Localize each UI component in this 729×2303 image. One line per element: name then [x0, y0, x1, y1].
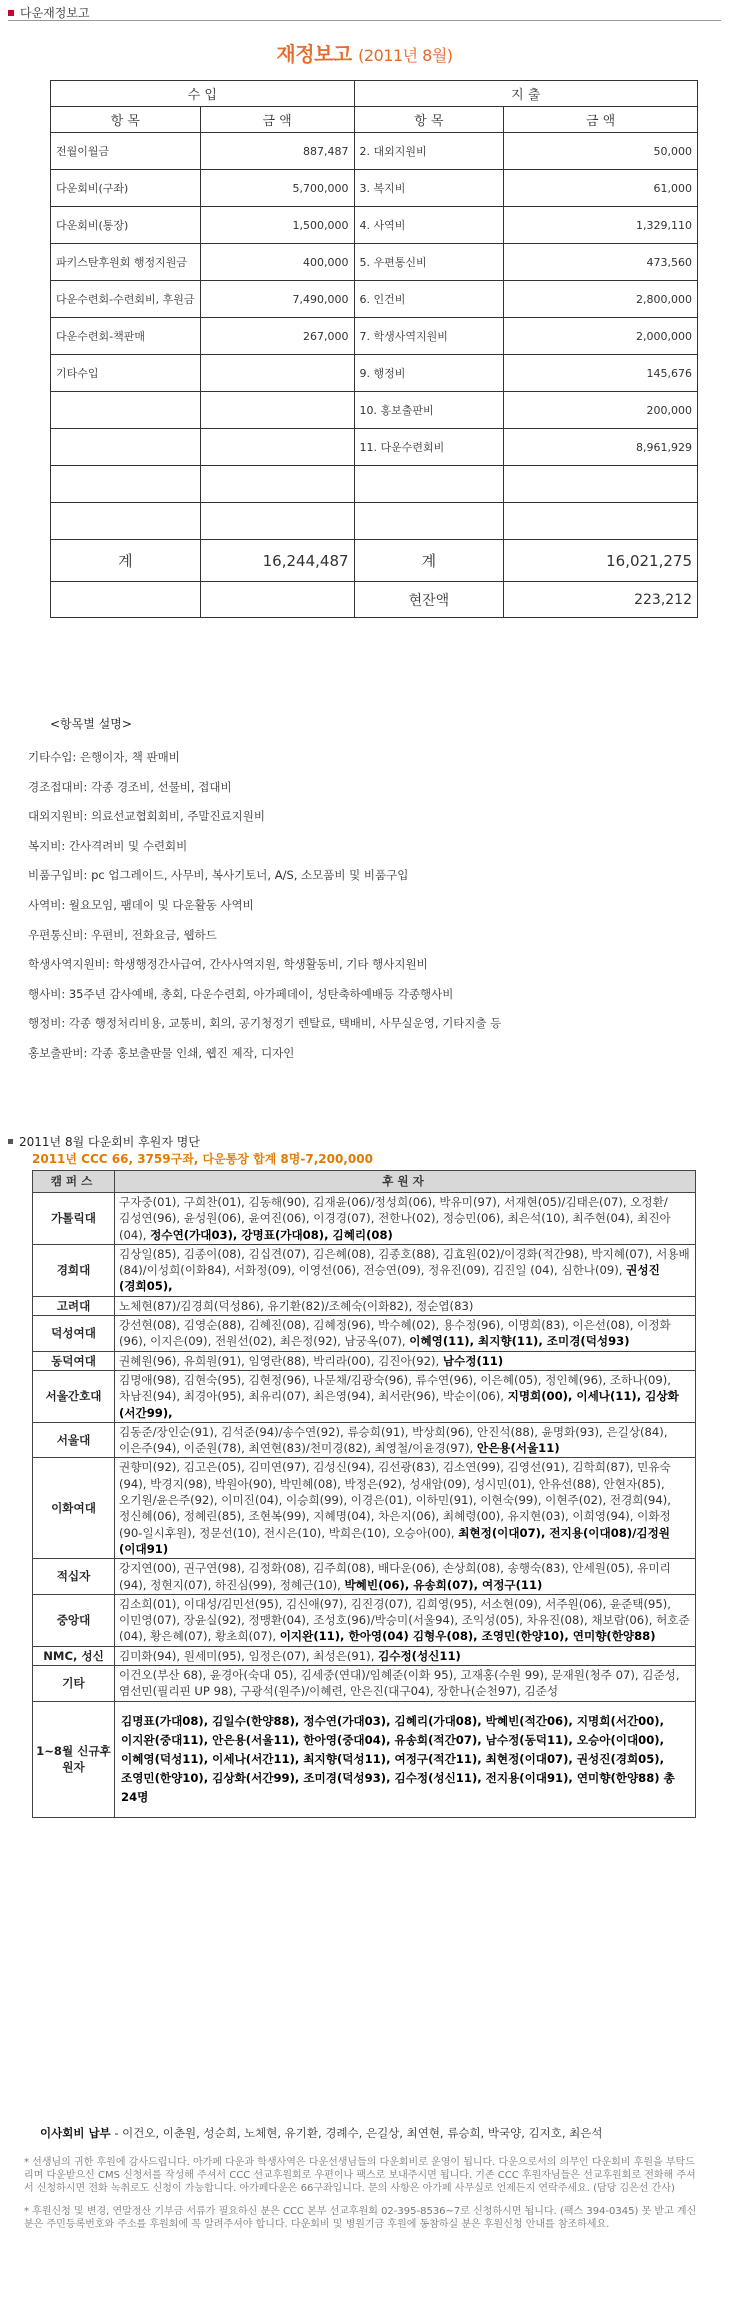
finance-row — [51, 133, 698, 170]
donor-column-header: 후원자 — [115, 1171, 696, 1193]
explanation-item: 경조접대비: 각종 경조비, 선물비, 접대비 — [28, 779, 232, 794]
donor-row — [33, 1458, 696, 1559]
finance-row — [51, 318, 698, 355]
total-row — [51, 540, 698, 582]
income-item: 전월이월금 — [51, 133, 201, 170]
campus-name: 기타 — [33, 1666, 115, 1702]
donors-table — [32, 1170, 696, 1818]
report-period: (2011년 8월) — [358, 46, 453, 65]
donor-names-text: 구자중(01), 구희찬(01), 김동해(90), 김재윤(06)/정성희(06), 박유미(97), 서재현(05)/김태은(07), 오정환/김성연(96), 윤성원(06), 윤여진(06), 이경경(07), 전한나(02), 정승민(06), 최은석(10), 최주현(04), 최진아(04), — [119, 1195, 671, 1242]
donor-names-highlight: 지명희(00), 이세나(11), 김상화(서간99), — [119, 1389, 679, 1420]
donor-row — [33, 1244, 696, 1296]
campus-name: 경희대 — [33, 1244, 115, 1296]
income-amount — [200, 429, 354, 466]
explanations-title: <항목별 설명> — [50, 717, 132, 731]
donor-names-text: 김상일(85), 김종이(08), 김십견(07), 김은혜(08), 김종호(88), 김효원(02)/이경화(적간98), 박지혜(07), 서용배(84)/이성희(이화84), 서화정(09), 이영선(06), 전승연(09), 정유진(09), 김진일 (04), 심한나(09), — [119, 1246, 690, 1278]
expense-amount: 2,000,000 — [504, 318, 698, 355]
expense-amount — [504, 503, 698, 540]
donor-row — [33, 1594, 696, 1646]
income-item — [51, 503, 201, 540]
explanation-item: 대외지원비: 의료선교협회회비, 주말진료지원비 — [28, 809, 266, 824]
explanation-item: 홍보출판비: 각종 홍보출판물 인쇄, 웹진 제작, 디자인 — [28, 1045, 295, 1060]
donor-row — [33, 1351, 696, 1370]
donor-names-text: 이건오(부산 68), 윤경아(숙대 05), 김세중(연대)/임혜준(이화 95), 고재홍(수원 99), 문재원(청주 07), 김준성,염선민(필리핀 UP 98), 구광석(원주)/이혜련, 안은진(대구04), 장한나(순천97), 김준성 — [119, 1668, 680, 1699]
finance-row — [51, 207, 698, 244]
expense-amount-header: 금 액 — [504, 107, 698, 133]
explanation-item: 복지비: 간사격려비 및 수련회비 — [28, 838, 188, 853]
campus-name: 서울대 — [33, 1422, 115, 1458]
donor-names-text: 김동준/장인순(91), 김석준(94)/송수연(92), 류승희(91), 박상희(96), 안진석(88), 윤명화(93), 은길상(84), 이은주(94), 이준원(78), 최연현(83)/천미경(82), 최영철/이윤경(97), — [119, 1424, 668, 1456]
note-1: * 선생님의 귀한 후원에 감사드립니다. 아가페 다운과 학생사역은 다운선생님들의 다운회비로 운영이 됩니다. 다운으로서의 의무인 다운회비 후원을 부탁드리며 다운받으신 CMS 신청서를 작성해 주셔서 CCC 선교후원회로 우편이나 팩스로 보내주시면 됩니다. 기존 CCC 후원자님들은 선교후원회로 전화해 주셔서 신청하시면 전화 녹취로도 신청이 가능합니다. 아가페다운은 66구좌입니다. 문의 사항은 아가페 사무실로 언제든지 연락주세요. (담당 김은선 간사) — [24, 2157, 696, 2194]
expense-item: 11. 다운수련회비 — [354, 429, 504, 466]
expense-amount: 61,000 — [504, 170, 698, 207]
income-item: 다운수련회-책판매 — [51, 318, 201, 355]
donor-names — [115, 1422, 696, 1458]
donor-row — [33, 1646, 696, 1665]
expense-total: 16,021,275 — [504, 540, 698, 582]
expense-total-label: 계 — [354, 540, 504, 582]
donor-names-text: 김명애(98), 김현숙(95), 김현정(96), 나문채/김광숙(96), 류수연(96), 이은혜(05), 정인혜(96), 조하나(09), 차남진(94), 최경아(95), 최유리(07), 최은영(94), 최서란(96), 박순이(06), — [119, 1372, 671, 1404]
finance-row — [51, 503, 698, 540]
donor-names-text: 김소희(01), 이대성/김민선(95), 김신애(97), 김진경(07), 김희영(95), 서소현(09), 서주원(06), 윤준택(95), 이민영(07), 장윤실(92), 정맹환(04), 조성호(96)/박승미(서울94), 조익성(05), 차유진(08), 채보람(06), 허호준(04), 황은혜(07), 황초희(07), — [119, 1596, 690, 1644]
donor-names-highlight: 박혜빈(06), 유송희(07), 여정구(11) — [344, 1577, 543, 1592]
income-amount — [200, 355, 354, 392]
income-amount: 5,700,000 — [200, 170, 354, 207]
income-item — [51, 466, 201, 503]
income-item — [51, 429, 201, 466]
donor-row — [33, 1193, 696, 1245]
donor-names — [115, 1316, 696, 1352]
campus-name: 서울간호대 — [33, 1370, 115, 1422]
campus-name: 가톨릭대 — [33, 1193, 115, 1245]
donor-names — [115, 1646, 696, 1665]
bullet-icon — [8, 1139, 13, 1144]
income-item: 다운회비(통장) — [51, 207, 201, 244]
income-amount: 887,487 — [200, 133, 354, 170]
campus-name: 적십자 — [33, 1559, 115, 1595]
expense-amount: 200,000 — [504, 392, 698, 429]
campus-name: NMC, 성신 — [33, 1646, 115, 1665]
donor-names-highlight: 이혜영(11), 최지향(11), 조미경(덕성93) — [409, 1334, 630, 1349]
explanation-item: 비품구입비: pc 업그레이드, 사무비, 복사기토너, A/S, 소모품비 및 비품구입 — [28, 868, 409, 883]
explanation-item: 사역비: 월요모임, 팸데이 및 다운활동 사역비 — [28, 897, 254, 912]
donors-title-text: 2011년 8월 다운회비 후원자 명단 — [19, 1135, 200, 1149]
explanations-list — [28, 750, 708, 1076]
expense-amount: 2,800,000 — [504, 281, 698, 318]
expense-item: 5. 우편통신비 — [354, 244, 504, 281]
balance-amount: 223,212 — [504, 582, 698, 618]
donor-names — [115, 1458, 696, 1559]
section-title-text: 다운재정보고 — [20, 6, 90, 20]
income-amount — [200, 392, 354, 429]
report-title — [0, 38, 729, 67]
expense-amount: 50,000 — [504, 133, 698, 170]
income-amount: 1,500,000 — [200, 207, 354, 244]
income-total: 16,244,487 — [200, 540, 354, 582]
expense-item: 7. 학생사역지원비 — [354, 318, 504, 355]
campus-name: 1~8월 신규후원자 — [33, 1701, 115, 1817]
expense-item: 10. 홍보출판비 — [354, 392, 504, 429]
donor-row — [33, 1370, 696, 1422]
income-item-header: 항 목 — [51, 107, 201, 133]
report-title-text: 재정보고 — [276, 42, 352, 66]
finance-row — [51, 170, 698, 207]
donor-names — [115, 1193, 696, 1245]
empty-cell — [51, 582, 201, 618]
donor-row — [33, 1701, 696, 1817]
donor-names — [115, 1351, 696, 1370]
donor-names — [115, 1370, 696, 1422]
income-item — [51, 392, 201, 429]
expense-amount — [504, 466, 698, 503]
expense-item-header: 항 목 — [354, 107, 504, 133]
donor-row — [33, 1559, 696, 1595]
donor-row — [33, 1296, 696, 1315]
income-item: 기타수입 — [51, 355, 201, 392]
campus-name: 중앙대 — [33, 1594, 115, 1646]
donor-names-highlight: 남수정(11) — [442, 1353, 504, 1368]
income-header: 수 입 — [51, 81, 355, 107]
income-total-label: 계 — [51, 540, 201, 582]
donor-names-text: 강지연(00), 권구연(98), 김정화(08), 김주희(08), 배다운(06), 손상희(08), 송행숙(83), 안세원(05), 유미리(94), 정현지(07), 하진심(99), 정혜근(10), — [119, 1561, 671, 1592]
donor-row — [33, 1666, 696, 1702]
explanation-item: 기타수입: 은행이자, 책 판매비 — [28, 750, 180, 764]
income-item: 다운회비(구좌) — [51, 170, 201, 207]
donor-names — [115, 1244, 696, 1296]
campus-name: 동덕여대 — [33, 1351, 115, 1370]
explanation-item: 행사비: 35주년 감사예배, 총회, 다운수련회, 아가페데이, 성탄축하예배등 각종행사비 — [28, 986, 454, 1001]
campus-name: 덕성여대 — [33, 1316, 115, 1352]
notes — [24, 2156, 704, 2241]
expense-item — [354, 503, 504, 540]
income-item: 파키스탄후원회 행정지원금 — [51, 244, 201, 281]
explanation-item: 학생사역지원비: 학생행정간사급여, 간사사역지원, 학생활동비, 기타 행사지원비 — [28, 957, 428, 972]
income-amount — [200, 466, 354, 503]
donor-row — [33, 1422, 696, 1458]
divider — [8, 20, 721, 21]
income-amount: 267,000 — [200, 318, 354, 355]
expense-item: 2. 대외지원비 — [354, 133, 504, 170]
donor-names — [115, 1701, 696, 1817]
donor-names-highlight: 안은용(서울11) — [476, 1441, 560, 1456]
donor-names-highlight: 최현정(이대07), 전지용(이대08)/김정원(이대91) — [119, 1525, 670, 1556]
donor-names-text: 김미화(94), 원세미(95), 임정은(07), 최성은(91), — [119, 1648, 379, 1663]
income-item: 다운수련회-수련회비, 후원금 — [51, 281, 201, 318]
expense-header: 지 출 — [354, 81, 697, 107]
donor-names-highlight: 권성진(경희05), — [119, 1263, 660, 1294]
explanation-item: 우편통신비: 우편비, 전화요금, 웹하드 — [28, 927, 217, 942]
expense-item: 4. 사역비 — [354, 207, 504, 244]
finance-row — [51, 355, 698, 392]
donor-names-highlight: 이지완(11), 한아영(04) 김형우(08), 조영민(한양10), 연미향(한양88) — [279, 1629, 656, 1644]
expense-amount: 145,676 — [504, 355, 698, 392]
expense-item — [354, 466, 504, 503]
donors-summary: 2011년 CCC 66, 3759구좌, 다운통장 합계 8명-7,200,000 — [32, 1152, 373, 1166]
income-amount-header: 금 액 — [200, 107, 354, 133]
donor-names — [115, 1559, 696, 1595]
expense-amount: 1,329,110 — [504, 207, 698, 244]
expense-item: 6. 인건비 — [354, 281, 504, 318]
balance-label: 현잔액 — [354, 582, 504, 618]
donor-names-text: 강선현(08), 김영순(88), 김혜진(08), 김혜정(96), 박수혜(02), 용수정(96), 이명희(83), 이은선(08), 이정화(96), 이지은(09), 전원선(02), 최은정(92), 남궁옥(07), — [119, 1318, 671, 1349]
section-title — [8, 4, 90, 21]
donor-names-highlight: 정수연(가대03), 강명표(가대08), 김혜리(08) — [150, 1227, 393, 1242]
campus-name: 고려대 — [33, 1296, 115, 1315]
bullet-icon — [8, 10, 14, 16]
board-fee-line — [40, 2125, 602, 2141]
donor-names — [115, 1666, 696, 1702]
donors-title — [8, 1133, 200, 1150]
finance-row — [51, 466, 698, 503]
board-fee-names: - 이건오, 이춘원, 성순희, 노체현, 유기환, 경례수, 은길상, 최연현, 류승희, 박국양, 김지호, 최은석 — [110, 2126, 603, 2140]
empty-cell — [200, 582, 354, 618]
donor-names — [115, 1594, 696, 1646]
campus-column-header: 캠퍼스 — [33, 1171, 115, 1193]
donor-names-text: 권혜원(96), 유희원(91), 임영란(88), 박리라(00), 김진아(92), — [119, 1353, 443, 1368]
expense-amount: 8,961,929 — [504, 429, 698, 466]
income-amount: 7,490,000 — [200, 281, 354, 318]
expense-item: 9. 행정비 — [354, 355, 504, 392]
donor-names-text: 권향미(92), 김고은(05), 김미연(97), 김성신(94), 김선광(83), 김소연(99), 김영선(91), 김학희(87), 민유숙(94), 박경지(98), 박원아(90), 박민혜(08), 박정은(92), 성새암(09), 성시민(01), 안유선(88), 안현자(85), 오기원/윤은주(92), 이미진(04), 이승희(99), 이경은(01), 이하민(91), 이현숙(99), 이현주(02), 전경희(94), 정신혜(06), 정혜린(85), 조현복(99), 지혜명(04), 차은지(06), 최혜령(00), 유지현(03), 이희영(94), 이화정(90-일시후원), 정문선(10), 전시은(10), 박희은(10), 오승아(00), — [119, 1460, 671, 1540]
donor-names-highlight: 김명표(가대08), 김일수(한양88), 정수연(가대03), 김혜리(가대08), 박혜빈(적간06), 지명희(서간00), 이지완(중대11), 안은용(서울11), 한아영(중대04), 유송희(적간07), 남수정(동덕11), 오승아(이대00), 이혜영(덕성11), 이세나(서간11), 최지향(덕성11), 여정구(적간11), 최현정(이대07), 권성진(경희05), 조영민(한양10), 김상화(서간99), 조미경(덕성93), 김수정(성신11), 전지용(이대91), 연미향(한양88) 총 24명 — [121, 1713, 675, 1804]
donor-names — [115, 1296, 696, 1315]
finance-row — [51, 281, 698, 318]
income-amount: 400,000 — [200, 244, 354, 281]
board-fee-label: 이사회비 납부 — [40, 2126, 111, 2140]
income-amount — [200, 503, 354, 540]
finance-row — [51, 429, 698, 466]
note-2: * 후원신청 및 변경, 연말정산 기부금 서류가 필요하신 분은 CCC 본부 선교후원회 02-395-8536~7로 신청하시면 됩니다. (팩스 394-0345) 못 받고 계신분은 주민등록번호와 주소를 후원회에 꼭 알려주셔야 합니다. 다운회비 및 병원기금 후원에 동참하실 분은 후원신청 안내를 참조하세요. — [24, 2206, 697, 2230]
balance-row — [51, 582, 698, 618]
donor-names-highlight: 김수정(성신11) — [378, 1648, 461, 1663]
donor-row — [33, 1316, 696, 1352]
finance-row — [51, 244, 698, 281]
finance-table — [50, 80, 698, 618]
expense-item: 3. 복지비 — [354, 170, 504, 207]
campus-name: 이화여대 — [33, 1458, 115, 1559]
explanation-item: 행정비: 각종 행정처리비용, 교통비, 회의, 공기청정기 렌탈료, 택배비, 사무실운영, 기타지출 등 — [28, 1016, 502, 1031]
finance-row — [51, 392, 698, 429]
expense-amount: 473,560 — [504, 244, 698, 281]
donor-names-text: 노체현(87)/김경희(덕성86), 유기환(82)/조혜숙(이화82), 정순엽(83) — [119, 1298, 474, 1313]
